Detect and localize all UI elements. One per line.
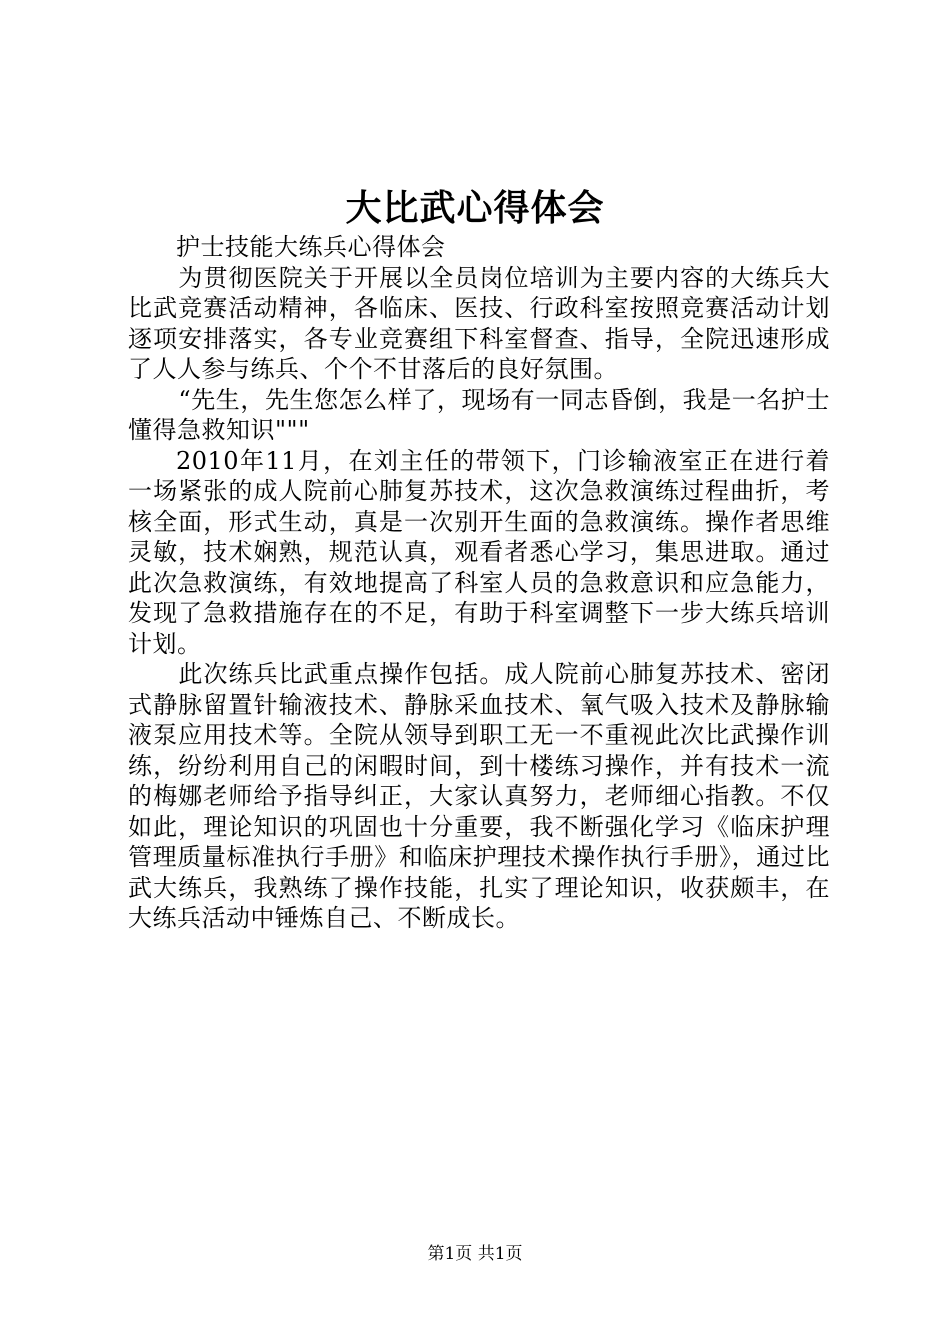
paragraph-quote: “先生，先生您怎么样了，现场有一同志昏倒，我是一名护士懂得急救知识""": [128, 385, 830, 444]
document-title: 大比武心得体会: [345, 187, 605, 229]
paragraph-training: 此次练兵比武重点操作包括。成人院前心肺复苏技术、密闭式静脉留置针输液技术、静脉采血技术、氧气吸入技术及静脉输液泵应用技术等。全院从领导到职工无一不重视此次比武操作训练，纷纷利用自己的闲暇时间，到十楼练习操作，并有技术一流的梅娜老师给予指导纠正，大家认真努力，老师细心指教。不仅如此，理论知识的巩固也十分重要，我不断强化学习《临床护理管理质量标准执行手册》和临床护理技术操作执行手册》，通过比武大练兵，我熟练了操作技能，扎实了理论知识，收获颇丰，在大练兵活动中锤炼自己、不断成长。: [128, 660, 830, 932]
page-footer: 第1页 共1页: [427, 1244, 523, 1264]
paragraph-drill: 2010年11月，在刘主任的带领下，门诊输液室正在进行着一场紧张的成人院前心肺复苏技术，这次急救演练过程曲折，考核全面，形式生动，真是一次别开生面的急救演练。操作者思维灵敏，技术娴熟，规范认真，观看者悉心学习，集思进取。通过此次急救演练，有效地提高了科室人员的急救意识和应急能力，发现了急救措施存在的不足，有助于科室调整下一步大练兵培训计划。: [128, 446, 830, 658]
document-body: [128, 232, 830, 934]
document-subtitle: 护士技能大练兵心得体会: [176, 233, 446, 261]
paragraph-intro: 为贯彻医院关于开展以全员岗位培训为主要内容的大练兵大比武竞赛活动精神，各临床、医技、行政科室按照竞赛活动计划逐项安排落实，各专业竞赛组下科室督查、指导，全院迅速形成了人人参与练兵、个个不甘落后的良好氛围。: [128, 263, 830, 383]
